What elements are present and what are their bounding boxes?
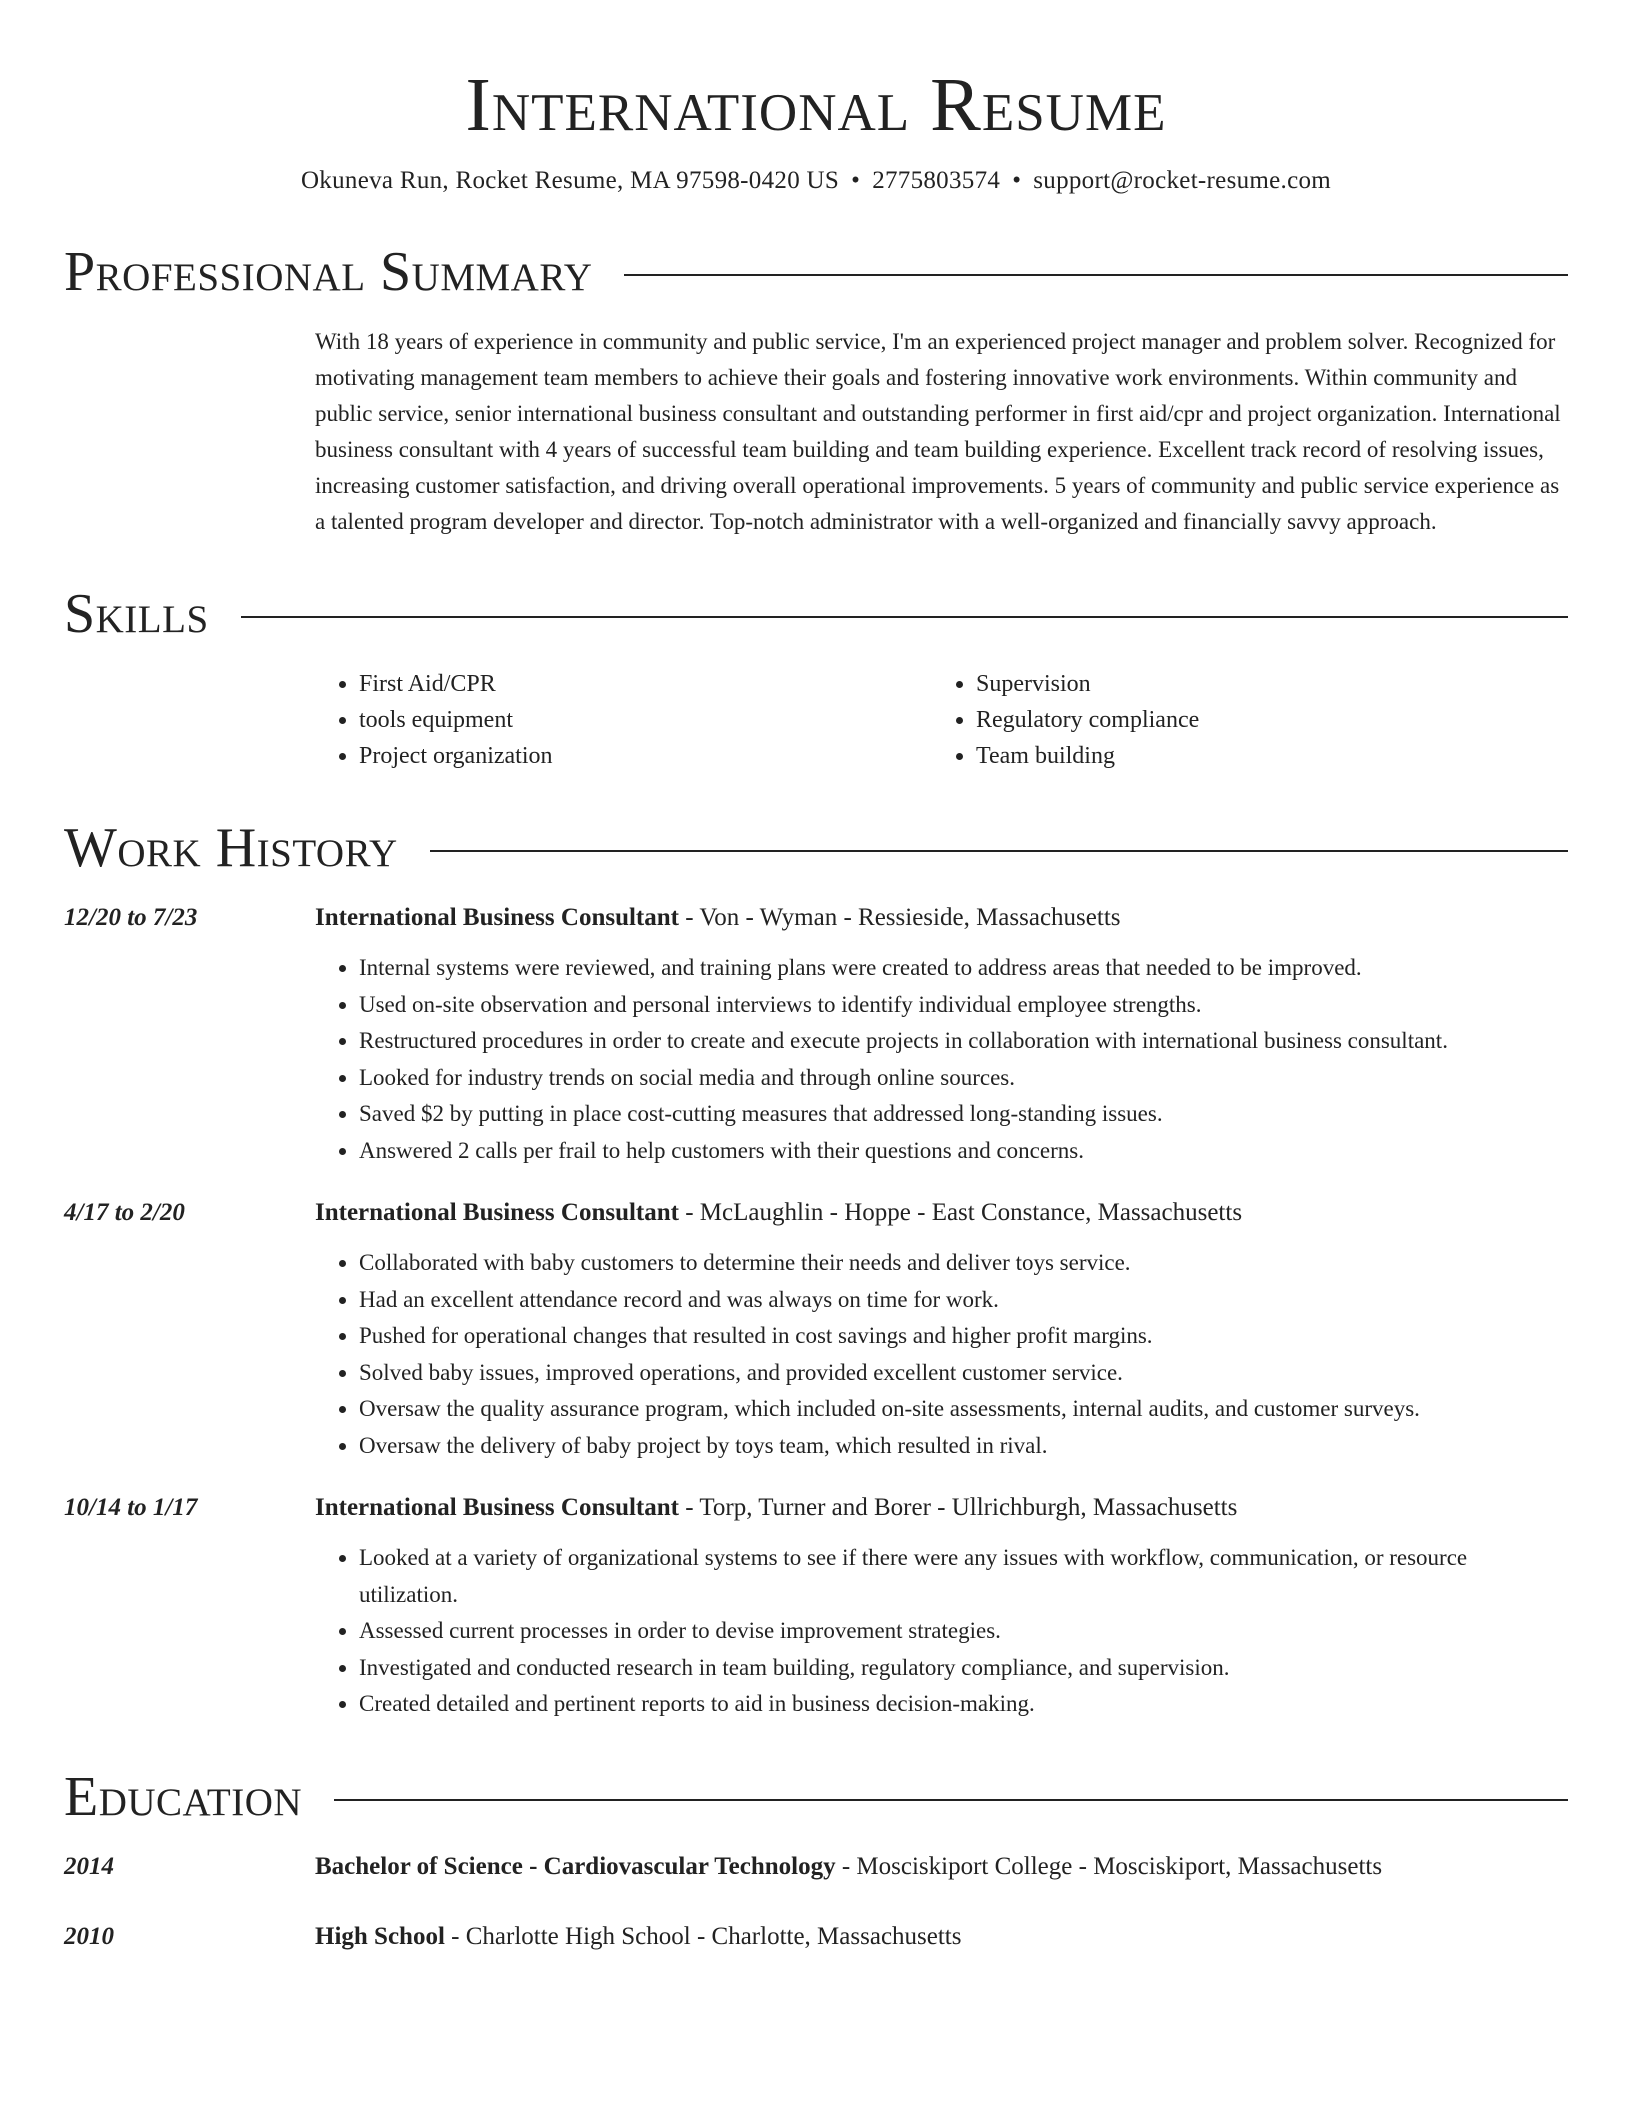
job-entry [64, 1195, 1568, 1464]
job-role: International Business Consultant [315, 1199, 679, 1226]
section-title-work: Work History [64, 817, 398, 879]
job-bullet: • Internal systems were reviewed, and training plans were created to address areas that needed to be improved. [359, 950, 1568, 987]
contact-separator: • [851, 167, 861, 194]
job-bullet: • Oversaw the delivery of baby project by toys team, which resulted in rival. [359, 1428, 1568, 1465]
job-bullet: • Saved $2 by putting in place cost-cutting measures that addressed long-standing issues. [359, 1096, 1568, 1133]
section-header-work [64, 818, 1568, 878]
section-divider [241, 616, 1568, 618]
education-year: 2014 [64, 1852, 114, 1880]
summary-text: With 18 years of experience in community and public service, I'm an experienced project manager and problem solver. Recognized for motivating management team members to achieve their goals and fostering innovative work environments. Within community and public service, senior international business consultant and outstanding performer in first aid/cpr and project organization. International business consultant with 4 years of successful team building and team building experience. Excellent track record of resolving issues, increasing customer satisfaction, and driving overall operational improvements. 5 years of community and public service experience as a talented program developer and director. Top-notch administrator with a well-organized and financially savvy approach. [315, 329, 1561, 534]
job-heading [315, 900, 1568, 936]
contact-phone: 2775803574 [872, 167, 1001, 194]
contact-email[interactable]: support@rocket-resume.com [1033, 167, 1332, 194]
education-details: - Charlotte High School - Charlotte, Massachusetts [444, 1922, 962, 1950]
job-bullet: • Restructured procedures in order to create and execute projects in collaboration with international business consultant. [359, 1023, 1568, 1060]
job-entry [64, 1490, 1568, 1723]
job-content [315, 900, 1568, 1169]
skills-column-right [932, 666, 1549, 774]
job-bullet: • Used on-site observation and personal interviews to identify individual employee strengths. [359, 987, 1568, 1024]
job-entry [64, 900, 1568, 1169]
skill-item: • First Aid/CPR [359, 666, 932, 702]
job-content [315, 1490, 1568, 1723]
job-bullet: • Looked at a variety of organizational systems to see if there were any issues with workflow, communication, or resource utilization. [359, 1540, 1568, 1613]
contact-separator: • [1012, 167, 1022, 194]
section-divider [430, 850, 1568, 852]
skills-column-left [315, 666, 932, 774]
job-bullet: • Had an excellent attendance record and was always on time for work. [359, 1282, 1568, 1319]
job-heading [315, 1490, 1568, 1526]
job-bullets [315, 1245, 1568, 1464]
job-bullets [315, 950, 1568, 1169]
skill-item: • Regulatory compliance [976, 702, 1549, 738]
job-details: - Von - Wyman - Ressieside, Massachusetts [678, 904, 1121, 931]
section-header-skills [64, 584, 1568, 644]
skill-item: • Supervision [976, 666, 1549, 702]
education-degree: Bachelor of Science - Cardiovascular Technology [315, 1852, 836, 1880]
job-bullet: • Created detailed and pertinent reports to aid in business decision-making. [359, 1686, 1568, 1723]
education-heading [315, 1919, 961, 1955]
section-divider [624, 274, 1568, 276]
contact-address: Okuneva Run, Rocket Resume, MA 97598-0420 US [300, 167, 840, 194]
job-details: - Torp, Turner and Borer - Ullrichburgh, Massachusetts [678, 1494, 1238, 1521]
job-dates: 10/14 to 1/17 [64, 1494, 198, 1521]
skill-item: • Project organization [359, 738, 932, 774]
job-bullet: • Investigated and conducted research in team building, regulatory compliance, and supervision. [359, 1650, 1568, 1687]
job-bullet: • Oversaw the quality assurance program, which included on-site assessments, internal audits, and customer surveys. [359, 1391, 1568, 1428]
skill-item: • Team building [976, 738, 1549, 774]
job-role: International Business Consultant [315, 1494, 679, 1521]
job-bullet: • Assessed current processes in order to devise improvement strategies. [359, 1613, 1568, 1650]
section-header-education [64, 1767, 1568, 1827]
job-role: International Business Consultant [315, 904, 679, 931]
job-heading [315, 1195, 1568, 1231]
education-degree: High School [315, 1922, 445, 1950]
skills-list [315, 666, 1568, 774]
job-bullet: • Answered 2 calls per frail to help customers with their questions and concerns. [359, 1133, 1568, 1170]
section-title-skills: Skills [64, 583, 209, 645]
resume-page [64, 0, 1568, 1955]
job-details: - McLaughlin - Hoppe - East Constance, Massachusetts [678, 1199, 1243, 1226]
skill-item: • tools equipment [359, 702, 932, 738]
section-title-summary: Professional Summary [64, 241, 593, 303]
section-header-summary [64, 242, 1568, 302]
education-year: 2010 [64, 1922, 114, 1950]
education-details: - Mosciskiport College - Mosciskiport, Massachusetts [835, 1852, 1383, 1880]
section-divider [334, 1799, 1568, 1801]
contact-line [64, 164, 1568, 198]
job-content [315, 1195, 1568, 1464]
job-dates: 4/17 to 2/20 [64, 1199, 185, 1226]
resume-title: International Resume [465, 63, 1167, 147]
section-title-education: Education [64, 1765, 303, 1828]
job-bullet: • Pushed for operational changes that resulted in cost savings and higher profit margins. [359, 1318, 1568, 1355]
job-dates: 12/20 to 7/23 [64, 904, 198, 931]
job-bullet: • Solved baby issues, improved operations, and provided excellent customer service. [359, 1355, 1568, 1392]
job-bullet: • Looked for industry trends on social media and through online sources. [359, 1060, 1568, 1097]
education-heading [315, 1849, 1382, 1885]
job-bullet: • Collaborated with baby customers to determine their needs and deliver toys service. [359, 1245, 1568, 1282]
education-entry [64, 1849, 1568, 1885]
job-bullets [315, 1540, 1568, 1723]
education-entry [64, 1919, 1568, 1955]
